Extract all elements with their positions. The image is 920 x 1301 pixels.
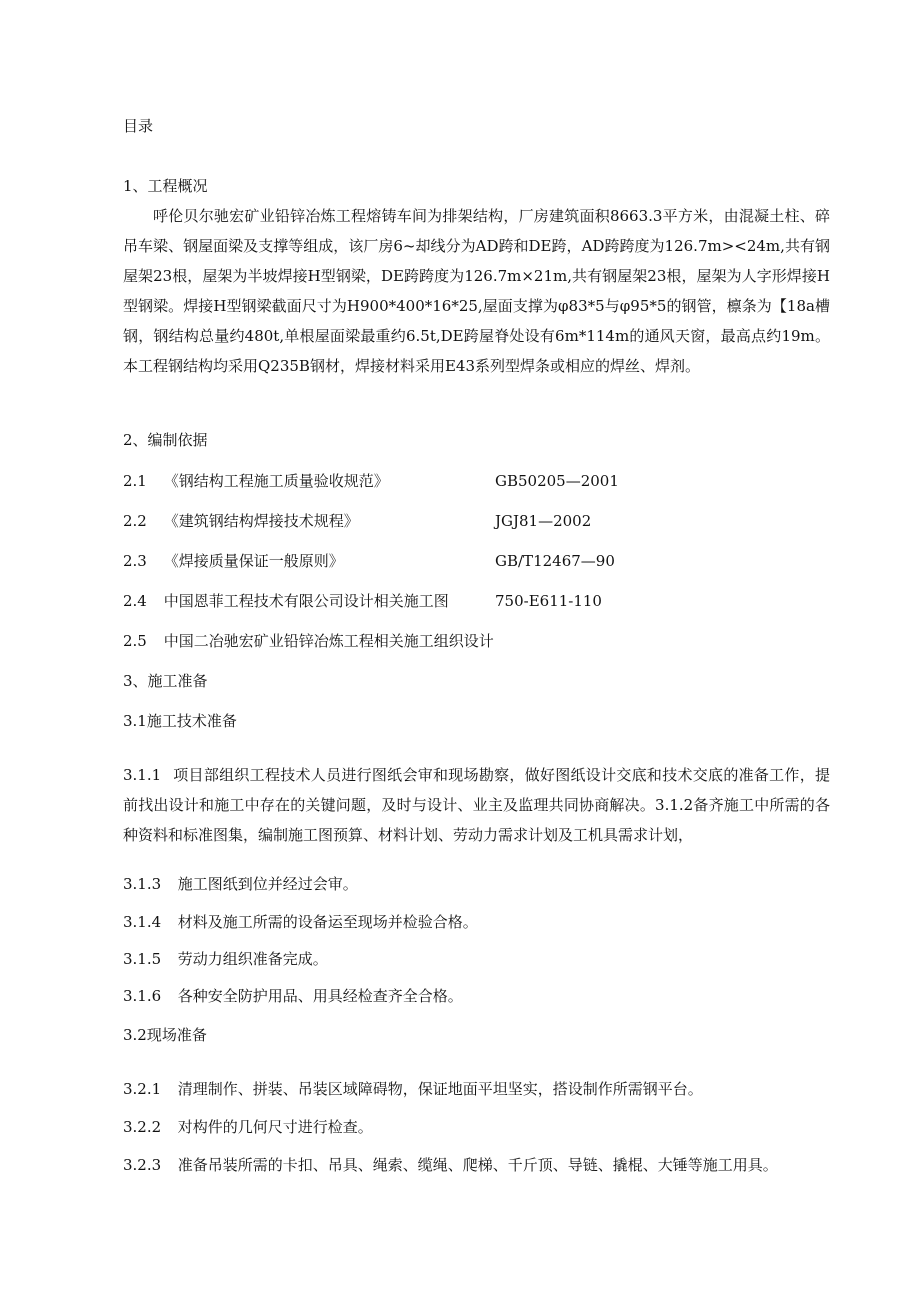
reference-code: GB50205—2001 xyxy=(495,472,619,490)
reference-number: 2.3 xyxy=(123,552,147,570)
clause-item xyxy=(123,874,358,894)
reference-code: 750-E611-110 xyxy=(495,592,602,610)
clause-item xyxy=(123,1117,373,1137)
clause-text: 对构件的几何尺寸进行检查。 xyxy=(177,1118,373,1136)
clause-number: 3.1.3 xyxy=(123,875,162,893)
clause-number: 3.2.2 xyxy=(123,1118,162,1136)
reference-title: 中国二冶驰宏矿业铅锌冶炼工程相关施工组织设计 xyxy=(163,632,494,650)
reference-title: 《建筑钢结构焊接技术规程》 xyxy=(163,512,359,530)
subsection-3-1-paragraph xyxy=(123,760,830,850)
reference-title: 《钢结构工程施工质量验收规范》 xyxy=(163,472,389,490)
subsection-3-1-heading: 3.1施工技术准备 xyxy=(123,712,237,730)
clause-item xyxy=(123,949,328,969)
section-2-heading: 2、编制依据 xyxy=(123,431,208,449)
reference-item xyxy=(123,471,619,491)
reference-item xyxy=(123,551,615,571)
clause-text: 准备吊装所需的卡扣、吊具、绳索、缆绳、爬梯、千斤顶、导链、撬棍、大锤等施工用具。 xyxy=(177,1156,778,1174)
reference-item xyxy=(123,631,494,651)
clause-item xyxy=(123,1079,703,1099)
section-1-paragraph xyxy=(123,201,830,381)
clause-text: 项目部组织工程技术人员进行图纸会审和现场勘察，做好图纸设计交底和技术交底的准备工作，提前找出设计和施工中存在的关键问题，及时与设计、业主及监理共同协商解决。3.1.2备齐施工中所需的各种资料和标准图集，编制施工图预算、材料计划、劳动力需求计划及工机具需求计划， xyxy=(123,766,830,844)
subsection-3-2-heading: 3.2现场准备 xyxy=(123,1026,207,1044)
reference-code: GB/T12467—90 xyxy=(495,552,615,570)
reference-number: 2.5 xyxy=(123,632,147,650)
clause-item xyxy=(123,912,478,932)
clause-text: 清理制作、拼装、吊装区域障碍物，保证地面平坦坚实，搭设制作所需钢平台。 xyxy=(177,1080,703,1098)
reference-code: JGJ81—2002 xyxy=(495,512,592,530)
reference-title: 《焊接质量保证一般原则》 xyxy=(163,552,344,570)
clause-number: 3.1.4 xyxy=(123,913,162,931)
clause-number: 3.1.5 xyxy=(123,950,162,968)
clause-item xyxy=(123,1155,778,1175)
clause-text: 材料及施工所需的设备运至现场并检验合格。 xyxy=(177,913,478,931)
reference-number: 2.4 xyxy=(123,592,147,610)
clause-text: 各种安全防护用品、用具经检查齐全合格。 xyxy=(177,987,463,1005)
reference-item xyxy=(123,591,602,611)
clause-number: 3.2.1 xyxy=(123,1080,162,1098)
section-3-heading: 3、施工准备 xyxy=(123,672,208,690)
clause-item xyxy=(123,986,463,1006)
clause-number: 3.1.1 xyxy=(123,766,162,784)
reference-item xyxy=(123,511,592,531)
reference-number: 2.1 xyxy=(123,472,147,490)
clause-number: 3.2.3 xyxy=(123,1156,162,1174)
section-1-heading: 1、工程概况 xyxy=(123,177,208,195)
clause-text: 施工图纸到位并经过会审。 xyxy=(177,875,358,893)
toc-title: 目录 xyxy=(123,117,154,135)
clause-number: 3.1.6 xyxy=(123,987,162,1005)
clause-text: 劳动力组织准备完成。 xyxy=(177,950,328,968)
reference-title: 中国恩菲工程技术有限公司设计相关施工图 xyxy=(163,592,449,610)
section-1-text: 呼伦贝尔驰宏矿业铅锌冶炼工程熔铸车间为排架结构，厂房建筑面积8663.3平方米，由混凝土柱、碎吊车梁、钢屋面梁及支撑等组成，该厂房6~却线分为AD跨和DE跨，AD跨跨度为126.7m><24m,共有钢屋架23根，屋架为半坡焊接H型钢梁，DE跨跨度为126.7m×21m,共有钢屋架23根，屋架为人字形焊接H型钢梁。焊接H型钢梁截面尺寸为H900*400*16*25,屋面支撑为φ83*5与φ95*5的钢管，檩条为【18a槽钢，钢结构总量约480t,单根屋面梁最重约6.5t,DE跨屋脊处设有6m*114m的通风天窗，最高点约19m。本工程钢结构均采用Q235B钢材，焊接材料采用E43系列型焊条或相应的焊丝、焊剂。 xyxy=(123,207,830,375)
reference-number: 2.2 xyxy=(123,512,147,530)
